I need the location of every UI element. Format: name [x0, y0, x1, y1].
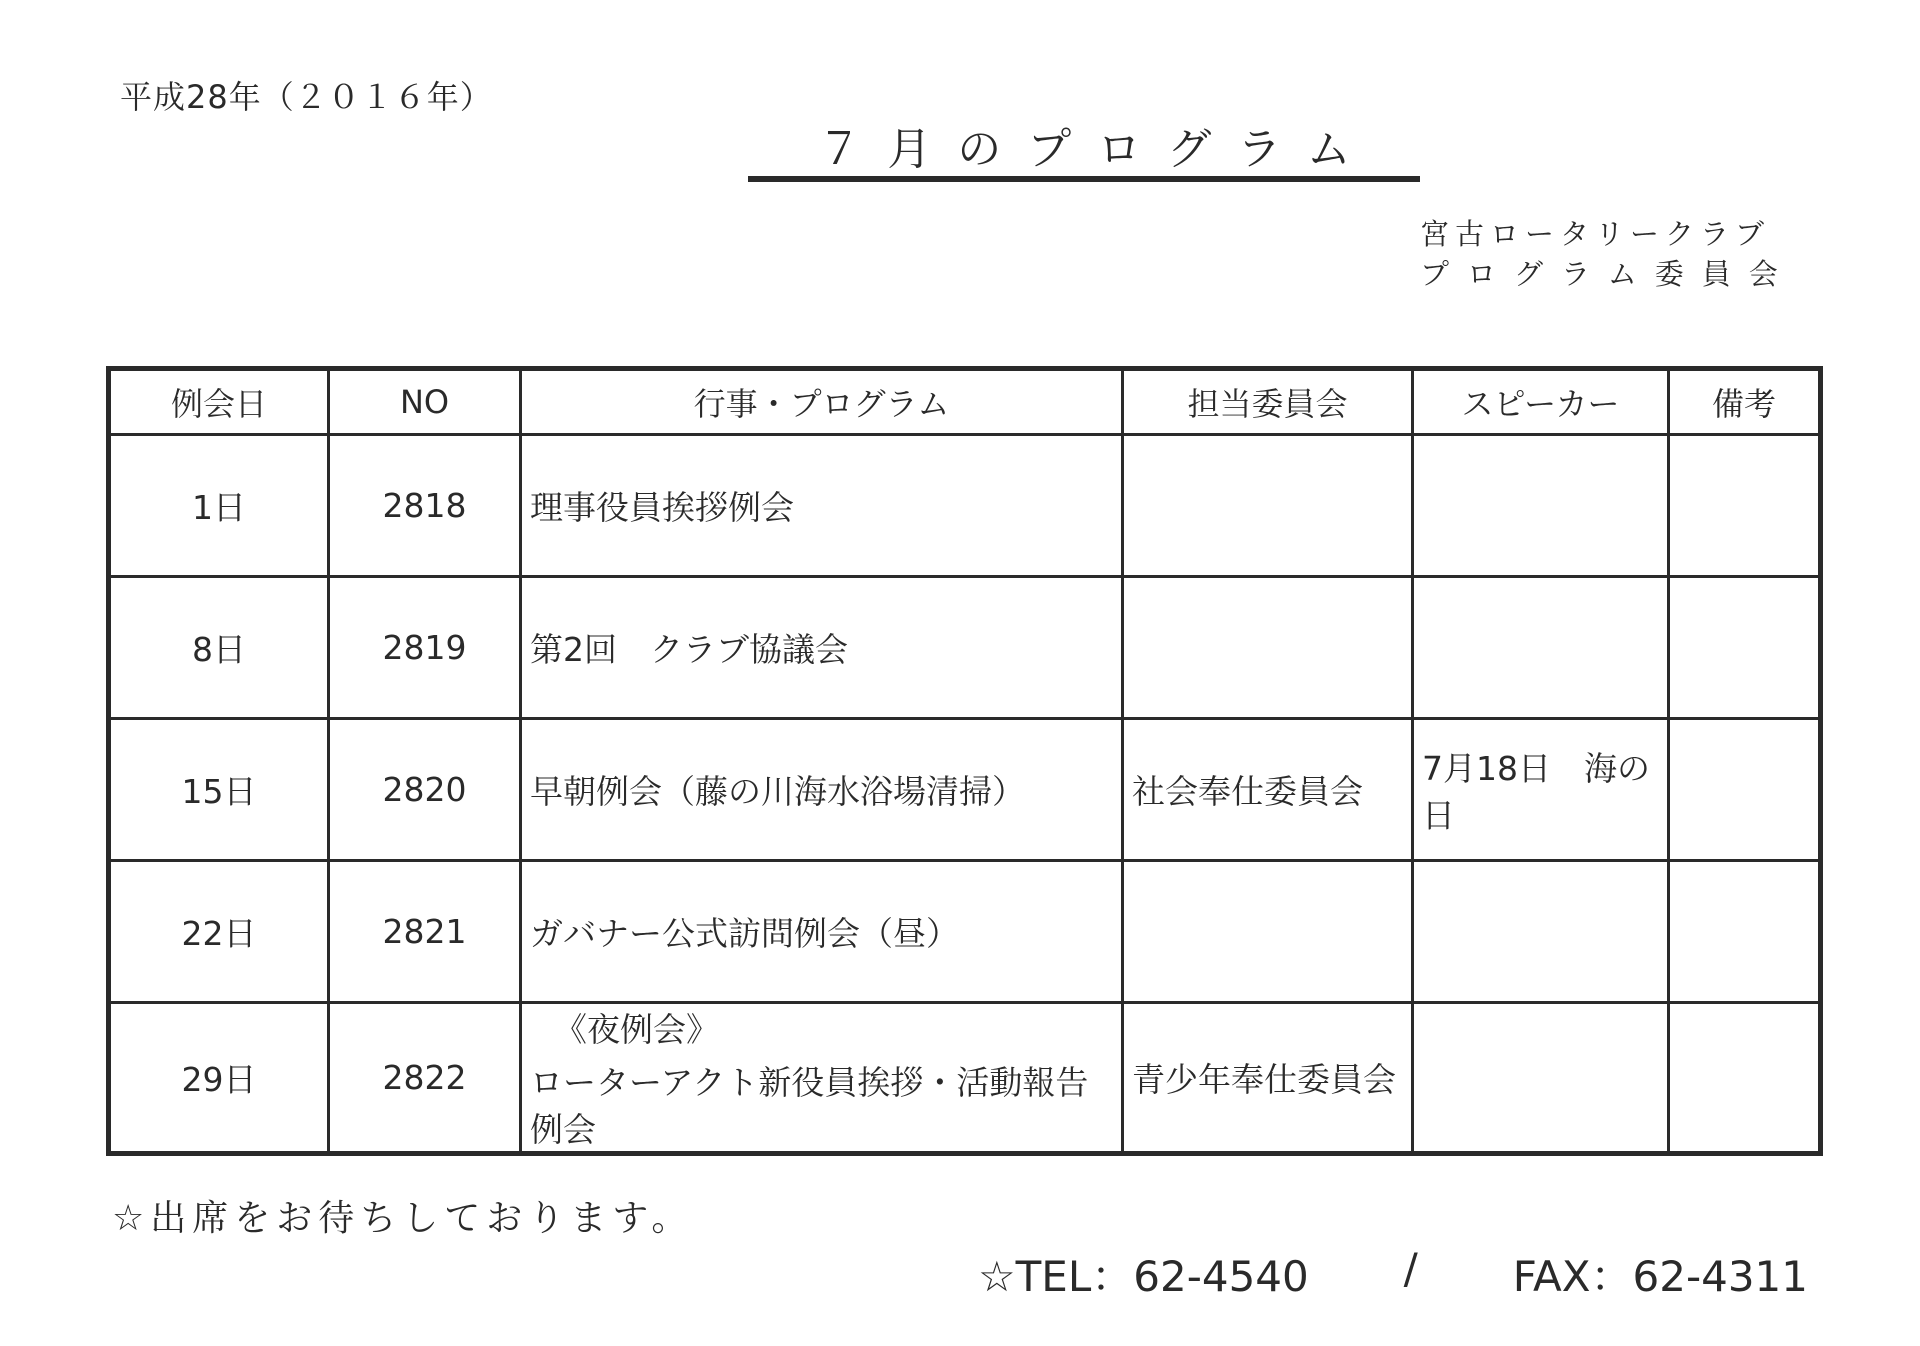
column-header-speaker: スピーカー [1413, 369, 1669, 435]
remarks-cell [1669, 435, 1821, 577]
remarks-cell [1669, 577, 1821, 719]
table-row [109, 719, 1821, 861]
organization-block [1420, 214, 1796, 294]
remarks-cell [1669, 1003, 1821, 1154]
meeting-number: 2819 [329, 577, 521, 719]
event-text: ガバナー公式訪問例会（昼） [530, 914, 959, 953]
event-cell [521, 861, 1123, 1003]
event-text: 理事役員挨拶例会 [530, 488, 794, 527]
column-header-number: NO [329, 369, 521, 435]
column-header-remarks: 備考 [1669, 369, 1821, 435]
table-header-row [109, 369, 1821, 435]
committee-cell [1123, 861, 1413, 1003]
meeting-date: 1日 [109, 435, 329, 577]
table-row [109, 1003, 1821, 1154]
meeting-number: 2818 [329, 435, 521, 577]
event-cell [521, 719, 1123, 861]
event-cell [521, 435, 1123, 577]
table-row [109, 435, 1821, 577]
speaker-cell: 7月18日 海の日 [1413, 719, 1669, 861]
committee-name: プログラム委員会 [1420, 257, 1796, 291]
program-schedule-table [106, 366, 1823, 1156]
meeting-date: 22日 [109, 861, 329, 1003]
event-cell [521, 1003, 1123, 1154]
remarks-cell [1669, 861, 1821, 1003]
meeting-number: 2822 [329, 1003, 521, 1154]
contact-separator: / [1403, 1244, 1418, 1293]
event-text: 第2回 クラブ協議会 [530, 630, 848, 669]
event-text: ローターアクト新役員挨拶・活動報告例会 [530, 1063, 1089, 1149]
remarks-cell [1669, 719, 1821, 861]
meeting-date: 15日 [109, 719, 329, 861]
speaker-cell [1413, 1003, 1669, 1154]
meeting-number: 2821 [329, 861, 521, 1003]
page-title: ７月のプログラム [748, 118, 1420, 182]
column-header-date: 例会日 [109, 369, 329, 435]
meeting-number: 2820 [329, 719, 521, 861]
committee-cell: 社会奉仕委員会 [1123, 719, 1413, 861]
committee-cell: 青少年奉仕委員会 [1123, 1003, 1413, 1154]
event-text: 早朝例会（藤の川海水浴場清掃） [530, 772, 1025, 811]
speaker-cell [1413, 861, 1669, 1003]
era-year-label: 平成28年（２０１６年） [120, 78, 493, 116]
event-note: 《夜例会》 [554, 1010, 719, 1049]
committee-cell [1123, 577, 1413, 719]
column-header-program: 行事・プログラム [521, 369, 1123, 435]
meeting-date: 29日 [109, 1003, 329, 1154]
speaker-cell [1413, 435, 1669, 577]
fax-number: FAX：62-4311 [1512, 1252, 1808, 1301]
column-header-committee: 担当委員会 [1123, 369, 1413, 435]
committee-cell [1123, 435, 1413, 577]
organization-name: 宮古ロータリークラブ [1420, 217, 1771, 251]
tel-number: ☆TEL：62-4540 [978, 1252, 1309, 1301]
contact-line [978, 1244, 1808, 1304]
meeting-date: 8日 [109, 577, 329, 719]
speaker-cell [1413, 577, 1669, 719]
table-row [109, 577, 1821, 719]
table-row [109, 861, 1821, 1003]
event-cell [521, 577, 1123, 719]
attendance-note: ☆出席をお待ちしております。 [112, 1198, 694, 1239]
